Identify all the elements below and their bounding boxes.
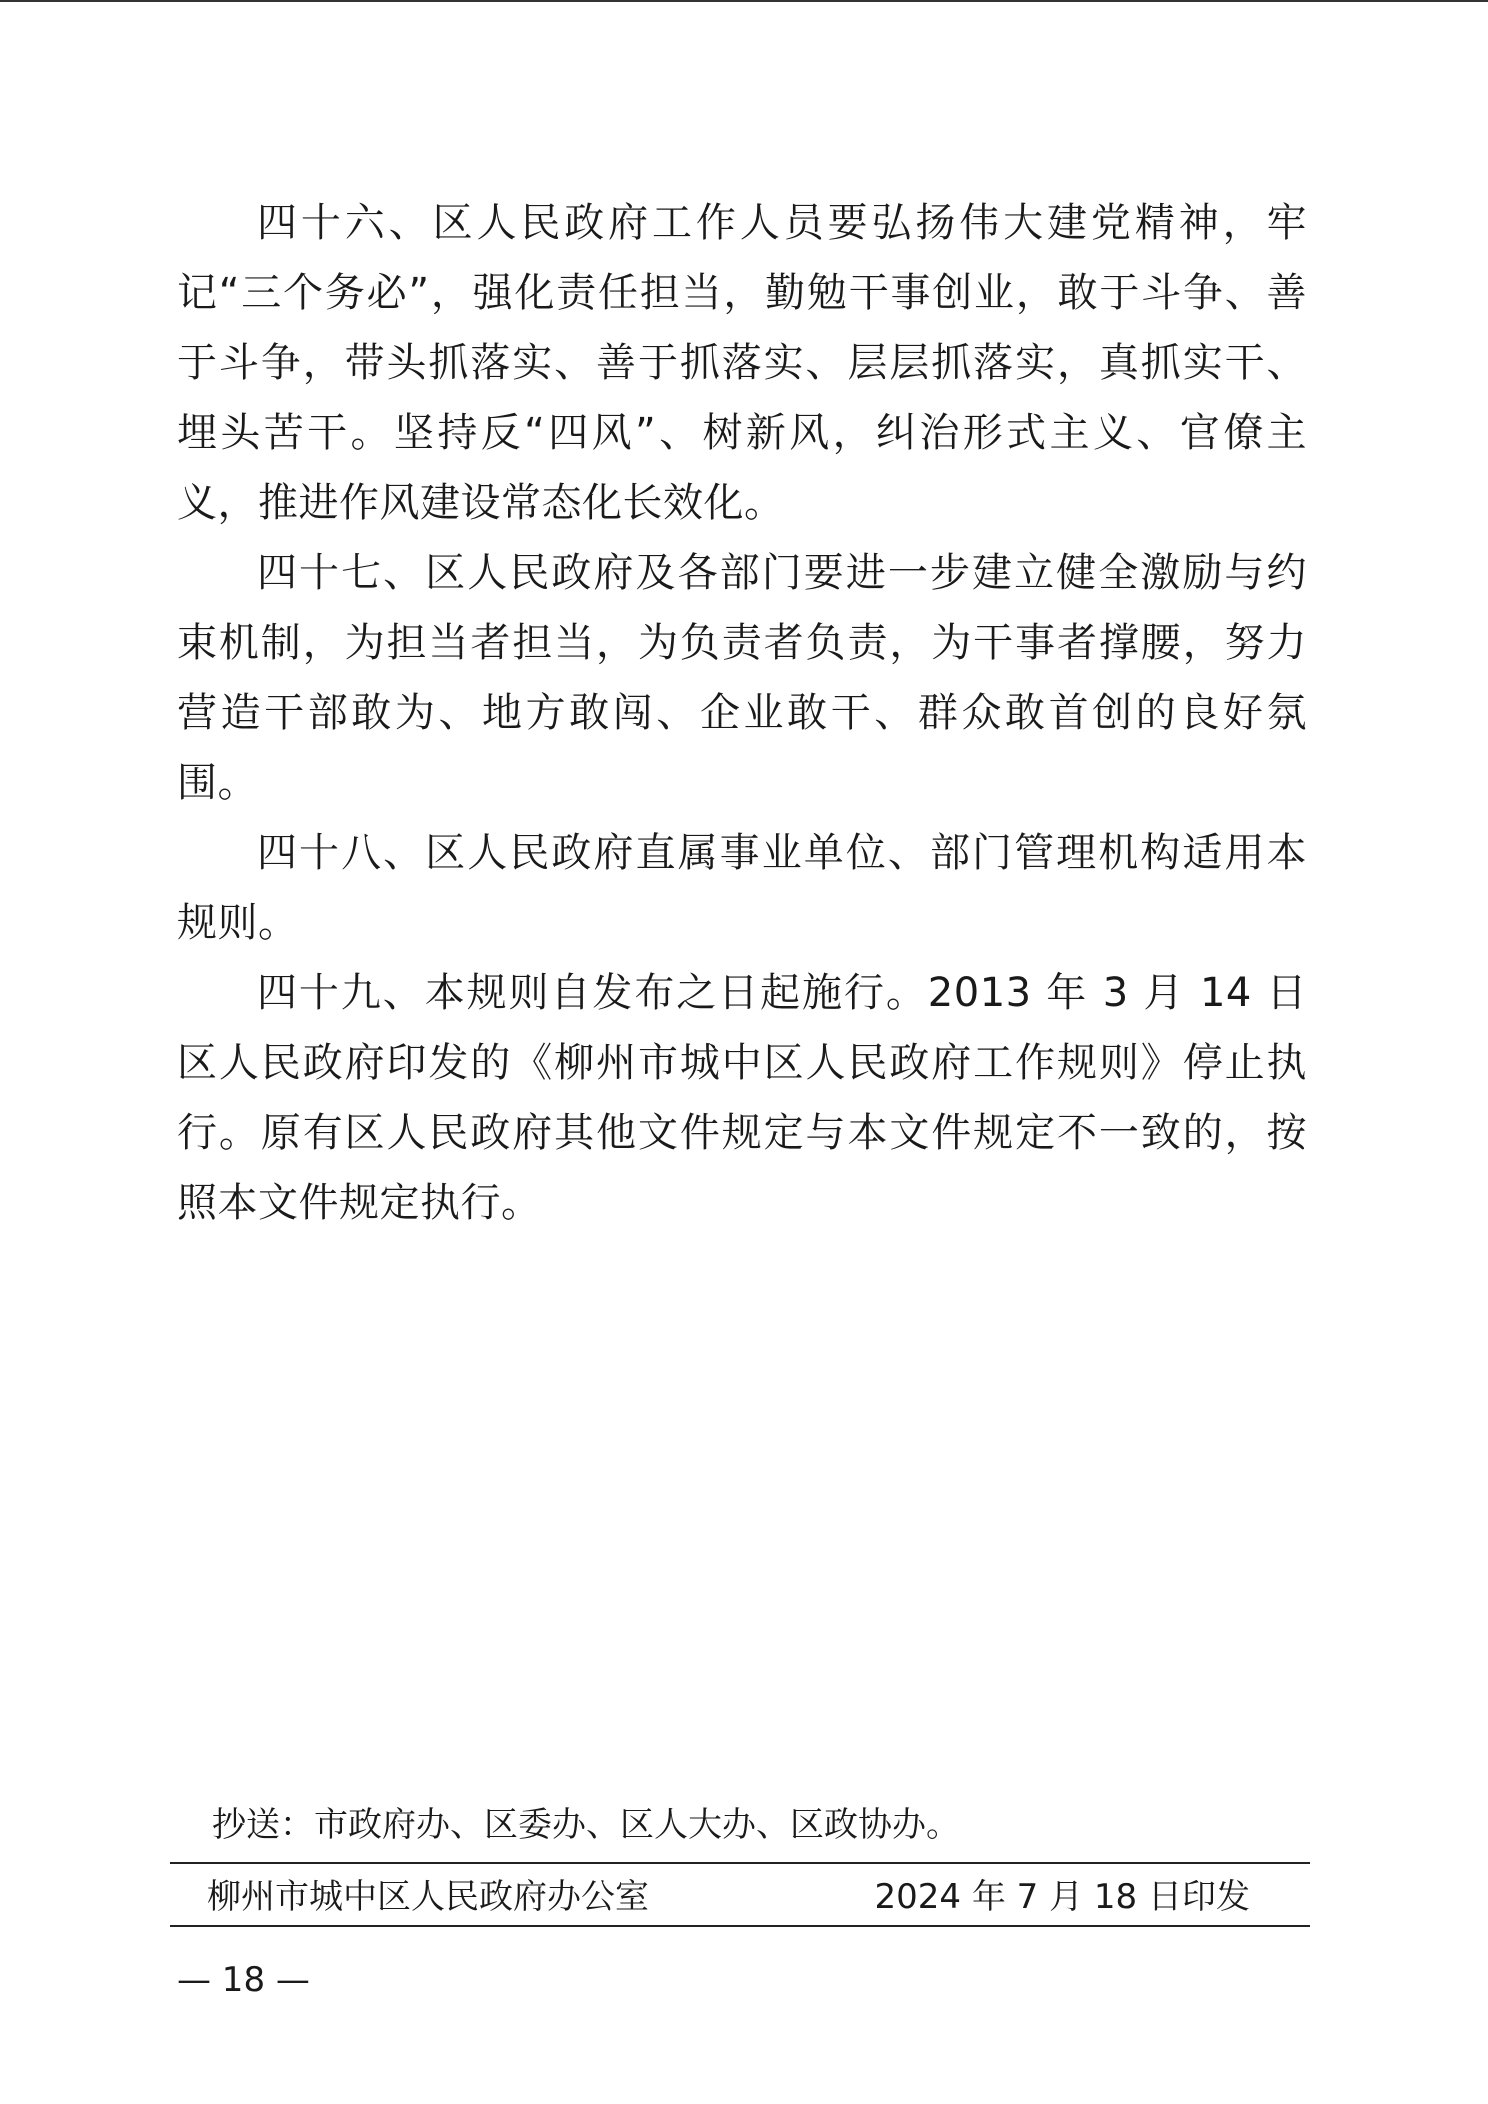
cc-recipients: 抄送：市政府办、区委办、区人大办、区政协办。	[212, 1805, 960, 1845]
page-number: — 18 —	[177, 1960, 310, 2000]
article-46-paragraph: 四十六、区人民政府工作人员要弘扬伟大建党精神，牢记“三个务必”，强化责任担当，勤勉干事创业，敢于斗争、善于斗争，带头抓落实、善于抓落实、层层抓落实，真抓实干、埋头苦干。坚持反“四风”、树新风，纠治形式主义、官僚主义，推进作风建设常态化长效化。	[177, 200, 1307, 526]
page-top-border	[0, 0, 1488, 2]
issuing-office: 柳州市城中区人民政府办公室	[207, 1877, 649, 1917]
article-47-paragraph: 四十七、区人民政府及各部门要进一步建立健全激励与约束机制，为担当者担当，为负责者负责，为干事者撑腰，努力营造干部敢为、地方敢闯、企业敢干、群众敢首创的良好氛围。	[177, 550, 1307, 806]
article-48-paragraph: 四十八、区人民政府直属事业单位、部门管理机构适用本规则。	[177, 830, 1307, 946]
article-49-paragraph: 四十九、本规则自发布之日起施行。2013 年 3 月 14 日区人民政府印发的《柳州市城中区人民政府工作规则》停止执行。原有区人民政府其他文件规定与本文件规定不一致的，按照本文件规定执行。	[177, 970, 1307, 1226]
footer-bottom-rule	[170, 1925, 1310, 1927]
issue-date: 2024 年 7 月 18 日印发	[874, 1877, 1250, 1917]
footer-top-rule	[170, 1862, 1310, 1864]
document-body	[177, 188, 1307, 1238]
